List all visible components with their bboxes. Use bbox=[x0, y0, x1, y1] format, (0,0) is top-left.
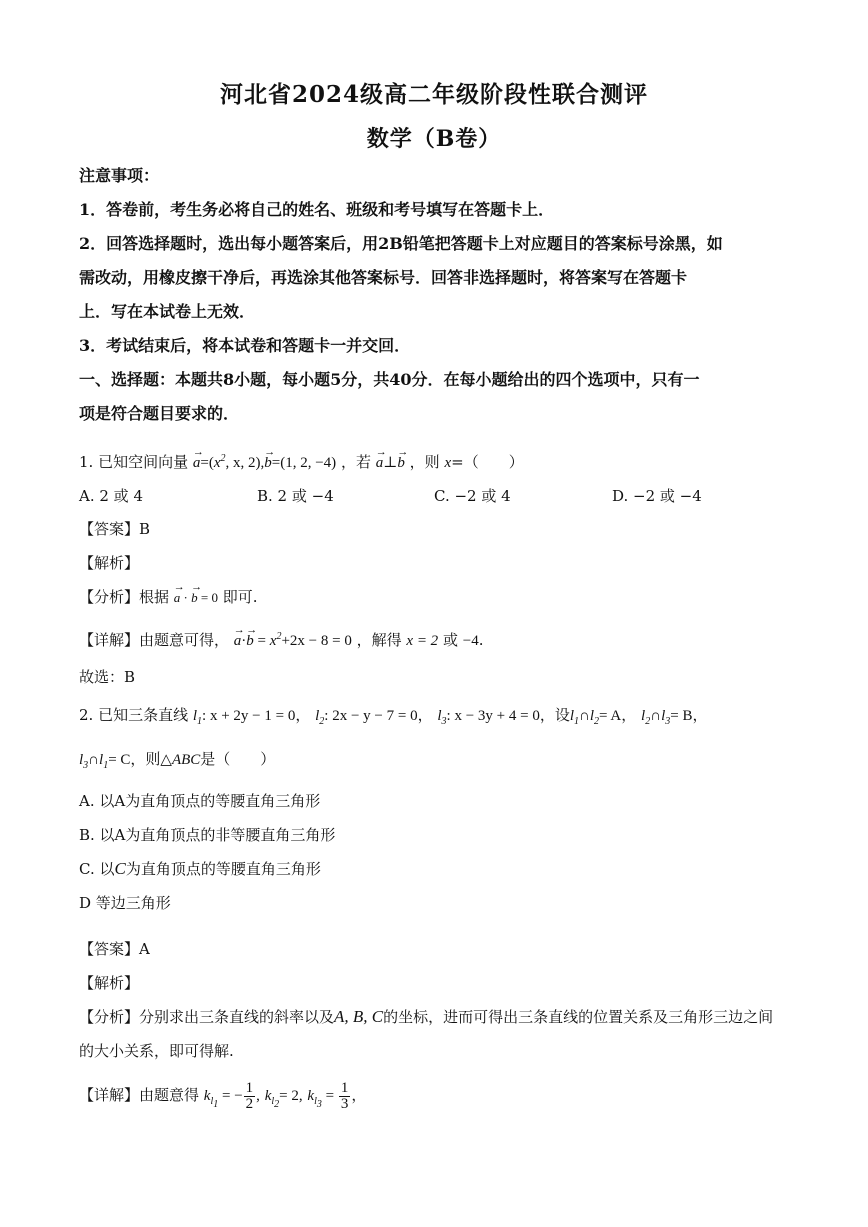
question-1-if: ，若 bbox=[340, 453, 371, 471]
intersection-a-val: = A bbox=[599, 708, 622, 724]
notice-item-1: 1．答卷前，考生务必将自己的姓名、班级和考号填写在答题卡上． bbox=[79, 200, 555, 219]
fenxi-suffix: 即可. bbox=[222, 588, 258, 606]
triangle-abc: ABC bbox=[171, 752, 201, 768]
detail-result-2: −4 bbox=[462, 633, 479, 649]
question-2-analysis-label: 【解析】 bbox=[79, 974, 140, 992]
k3-den: 3 bbox=[340, 1096, 349, 1113]
line-l2: $l_2$: 2x − y − 7 = 0 bbox=[315, 708, 418, 727]
vector-b-expr: =(1, 2, −4) bbox=[271, 455, 337, 471]
question-1-blank: =（ ） bbox=[451, 453, 524, 471]
question-1-option-b: B. 2 或 −4 bbox=[257, 487, 334, 505]
q2-set: ，设 bbox=[539, 706, 570, 724]
q2-then: ，则△ bbox=[130, 750, 172, 768]
fenxi-prefix: 【分析】根据 bbox=[79, 588, 170, 606]
detail-expr: +2x − 8 = 0 bbox=[281, 633, 352, 649]
notice-item-2-line-3: 上．写在本试卷上无效． bbox=[79, 302, 256, 321]
section-1-heading-line-2: 项是符合题目要求的． bbox=[79, 404, 240, 423]
question-1-option-c: C. −2 或 4 bbox=[434, 487, 511, 505]
section-1-heading-line-1: 一、选择题：本题共8小题，每小题5分，共40分．在每小题给出的四个选项中，只有一 bbox=[79, 370, 700, 389]
question-2-answer: 【答案】A bbox=[79, 940, 150, 958]
exam-subtitle: 数学（B卷） bbox=[366, 126, 502, 152]
option-c-var: C bbox=[114, 859, 126, 878]
vector-b-symbol: → b bbox=[264, 452, 272, 474]
fenxi2-prefix: 【分析】分别求出三条直线的斜率以及 bbox=[79, 1008, 335, 1026]
question-1-vector-a: → $a=(x^2$, x, 2),→ b=(1, 2, −4) bbox=[193, 455, 336, 471]
slope-k2: $k_{l_2}= 2$, bbox=[264, 1088, 303, 1110]
detail-end: . bbox=[478, 631, 484, 649]
vector-a-open: =( bbox=[200, 455, 214, 471]
intersection-a: $l_1\cap l_2= A$ bbox=[569, 708, 622, 727]
perp-b: → b bbox=[397, 452, 405, 474]
exam-title: 河北省2024级高二年级阶段性联合测评 bbox=[219, 81, 648, 108]
q2-prefix: 2. 已知三条直线 bbox=[79, 706, 189, 724]
question-2-option-a: A. 以A为直角顶点的等腰直角三角形 bbox=[79, 792, 321, 810]
question-1-prefix: 1. 已知空间向量 bbox=[79, 453, 189, 471]
question-2-fenxi-line-1 bbox=[79, 1006, 773, 1028]
line-l3: $l_3$: x − 3y + 4 = 0 bbox=[437, 708, 540, 727]
question-1-fenxi bbox=[79, 586, 258, 609]
fenxi2-vars: A, B, C bbox=[334, 1007, 384, 1026]
intersection-c: $l_3\cap l_1= C$ bbox=[79, 752, 131, 771]
option-c-rest: 为直角顶点的等腰直角三角形 bbox=[125, 860, 321, 878]
question-2-stem-line-2 bbox=[79, 748, 275, 777]
question-1-choose: 故选：B bbox=[79, 668, 136, 686]
question-2-fenxi-line-2: 的大小关系，即可得解. bbox=[79, 1042, 234, 1060]
question-1-perp bbox=[376, 455, 405, 471]
detail-result-1: x = 2 bbox=[406, 633, 439, 649]
line-l3-eq: : x − 3y + 4 = 0 bbox=[446, 708, 540, 724]
question-1-detail bbox=[79, 626, 484, 652]
detail-prefix: 【详解】由题意可得， bbox=[79, 631, 230, 649]
question-1-option-d: D. −2 或 −4 bbox=[612, 487, 702, 505]
option-c-prefix: C. 以 bbox=[79, 860, 115, 878]
detail-equation: → $a\cdot\to b = x^2+2x - 8 = 0$ bbox=[234, 633, 352, 649]
notice-item-3: 3．考试结束后，将本试卷和答题卡一并交回． bbox=[79, 336, 411, 355]
detail-or: 或 bbox=[442, 631, 458, 649]
line-l2-eq: : 2x − y − 7 = 0 bbox=[324, 708, 418, 724]
perp-symbol: ⊥ bbox=[383, 455, 398, 471]
k1-num: 1 bbox=[245, 1080, 254, 1097]
intersection-b-val: = B bbox=[670, 708, 693, 724]
question-1-analysis-label: 【解析】 bbox=[79, 554, 140, 572]
notice-item-2-line-2: 需改动，用橡皮擦干净后，再选涂其他答案标号．回答非选择题时，将答案写在答题卡 bbox=[79, 268, 688, 287]
question-1-option-a: A. 2 或 4 bbox=[79, 487, 143, 505]
fenxi2-suffix: 的坐标，进而可得出三条直线的位置关系及三角形三边之间 bbox=[383, 1008, 774, 1026]
question-2-detail: 【详解】由题意得 $k_{l_1}$ = − $\frac{1}{2}$ , $k_{l_2}= 2$, $k_{l_3}$ = $\frac{1}{3}$ ， bbox=[79, 1080, 367, 1113]
question-1-then: ，则 bbox=[409, 453, 440, 471]
intersection-b: $l_2\cap l_3= B$ bbox=[641, 708, 693, 727]
detail-mid: ，解得 bbox=[356, 631, 402, 649]
question-1-variable: x bbox=[444, 455, 452, 471]
slope-k3: $k_{l_3}$ = $\frac{1}{3}$ bbox=[307, 1080, 349, 1113]
q2-is: 是（ ） bbox=[200, 750, 276, 768]
question-1-answer: 【答案】B bbox=[79, 520, 151, 538]
fenxi-dot-product: → a · → b = 0 bbox=[174, 590, 218, 605]
detail2-prefix: 【详解】由题意得 bbox=[79, 1086, 200, 1104]
question-2-option-c bbox=[79, 858, 321, 880]
k1-den: 2 bbox=[245, 1096, 254, 1113]
line-l1: $l_1$: x + 2y − 1 = 0 bbox=[192, 708, 296, 727]
vector-a-rest: , x, 2), bbox=[225, 455, 265, 471]
question-1-stem bbox=[79, 448, 524, 474]
vector-a-symbol: → a bbox=[193, 452, 201, 474]
notice-item-2-line-1: 2．回答选择题时，选出每小题答案后，用2B铅笔把答题卡上对应题目的答案标号涂黑，如 bbox=[79, 234, 723, 253]
question-2-stem-line-1: 2. 已知三条直线 $l_1$: x + 2y − 1 = 0， $l_2$: 2x − y − 7 = 0， $l_3$: x − 3y + 4 = 0，设$l_1\cap l_2= A$， $l_2\cap l_3= B$， bbox=[79, 706, 708, 727]
k3-num: 1 bbox=[340, 1080, 349, 1097]
notice-heading: 注意事项： bbox=[79, 166, 160, 185]
line-l1-eq: : x + 2y − 1 = 0 bbox=[202, 708, 296, 724]
question-2-option-d: D 等边三角形 bbox=[79, 894, 171, 912]
question-2-option-b: B. 以A为直角顶点的非等腰直角三角形 bbox=[79, 826, 336, 844]
slope-k1: $k_{l_1}$ = − $\frac{1}{2}$ , bbox=[203, 1080, 260, 1113]
perp-a: → a bbox=[376, 452, 384, 474]
intersection-c-val: = C bbox=[108, 752, 131, 768]
k2-val: = 2, bbox=[279, 1088, 303, 1104]
